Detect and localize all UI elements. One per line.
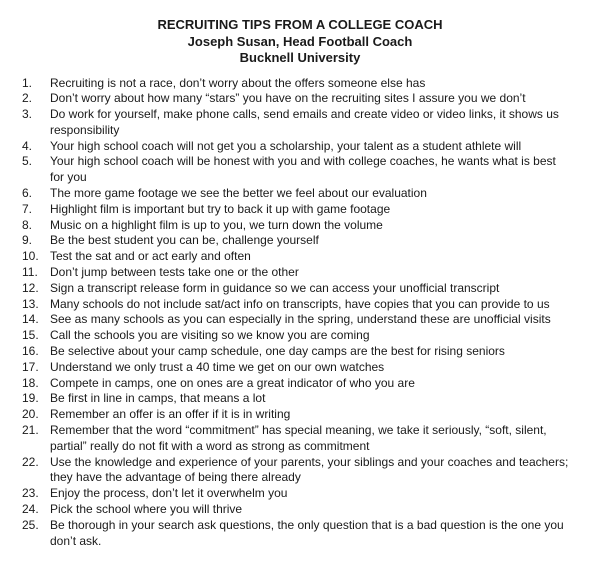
- tip-text: Be the best student you can be, challenge yourself: [50, 233, 319, 248]
- tip-number: 23.: [22, 486, 39, 501]
- tip-text: The more game footage we see the better we feel about our evaluation: [50, 186, 427, 201]
- tip-number: 19.: [22, 391, 39, 406]
- tip-item: [22, 423, 578, 455]
- tip-item: [22, 91, 578, 107]
- document-header: [22, 17, 578, 67]
- tip-text: Music on a highlight film is up to you, we turn down the volume: [50, 217, 383, 232]
- tip-number: 11.: [22, 265, 38, 280]
- tip-item: [22, 376, 578, 392]
- tip-text: Be first in line in camps, that means a lot: [50, 391, 266, 406]
- tip-text: Don’t jump between tests take one or the other: [50, 265, 299, 280]
- tip-text: Enjoy the process, don’t let it overwhelm you: [50, 486, 288, 501]
- tip-number: 1.: [22, 75, 33, 90]
- tip-text: Don’t worry about how many “stars” you have on the recruiting sites I assure you we don’t: [50, 91, 526, 106]
- tip-number: 15.: [22, 328, 39, 343]
- tip-number: 21.: [22, 423, 39, 438]
- tip-text: Be selective about your camp schedule, one day camps are the best for rising seniors: [50, 344, 505, 359]
- tip-number: 13.: [22, 296, 39, 311]
- tip-item: [22, 139, 578, 155]
- tip-text: Be thorough in your search ask questions, the only question that is a bad question is the one you don’t ask.: [50, 517, 564, 548]
- tip-number: 4.: [22, 138, 33, 153]
- tip-number: 16.: [22, 344, 39, 359]
- tip-item: [22, 76, 578, 92]
- tip-item: [22, 202, 578, 218]
- tip-item: [22, 107, 578, 139]
- tip-item: [22, 249, 578, 265]
- tip-number: 9.: [22, 233, 33, 248]
- tip-text: Remember an offer is an offer if it is in writing: [50, 407, 291, 422]
- tip-item: [22, 312, 578, 328]
- tip-number: 5.: [22, 154, 33, 169]
- tip-number: 7.: [22, 201, 33, 216]
- tip-item: [22, 502, 578, 518]
- tips-list: [22, 76, 578, 550]
- tip-number: 12.: [22, 280, 39, 295]
- tip-item: [22, 455, 578, 487]
- document-institution: Bucknell University: [239, 50, 361, 65]
- tip-item: [22, 297, 578, 313]
- document-author: Joseph Susan, Head Football Coach: [187, 33, 413, 49]
- tip-text: See as many schools as you can especially in the spring, understand these are unofficial visits: [50, 312, 551, 327]
- tip-text: Test the sat and or act early and often: [50, 249, 251, 264]
- tip-item: [22, 265, 578, 281]
- tip-item: [22, 391, 578, 407]
- tip-number: 3.: [22, 107, 33, 122]
- tip-text: Compete in camps, one on ones are a great indicator of who you are: [50, 375, 415, 390]
- tip-item: [22, 154, 578, 186]
- tip-number: 8.: [22, 217, 33, 232]
- tip-item: [22, 360, 578, 376]
- tip-number: 10.: [22, 249, 39, 264]
- tip-number: 14.: [22, 312, 39, 327]
- tip-number: 2.: [22, 91, 33, 106]
- tip-text: Sign a transcript release form in guidance so we can access your unofficial transcript: [50, 280, 500, 295]
- tip-text: Pick the school where you will thrive: [50, 502, 243, 517]
- tip-text: Call the schools you are visiting so we know you are coming: [50, 328, 370, 343]
- tip-number: 24.: [22, 502, 39, 517]
- tip-item: [22, 233, 578, 249]
- tip-text: Your high school coach will be honest with you and with college coaches, he wants what is best for you: [50, 154, 556, 185]
- tip-text: Remember that the word “commitment” has special meaning, we take it seriously, “soft, silent, partial” really do not fit with a word as strong as commitment: [50, 423, 547, 453]
- tip-text: Use the knowledge and experience of your parents, your siblings and your coaches and teachers; they have the advantage of being there already: [50, 454, 569, 485]
- tip-item: [22, 407, 578, 423]
- tip-item: [22, 486, 578, 502]
- tip-number: 17.: [22, 359, 39, 374]
- tip-number: 6.: [22, 186, 33, 201]
- tip-number: 20.: [22, 407, 39, 422]
- tip-text: Your high school coach will not get you a scholarship, your talent as a student athlete will: [50, 138, 522, 153]
- tip-number: 25.: [22, 517, 39, 532]
- tip-text: Highlight film is important but try to back it up with game footage: [50, 201, 391, 216]
- tip-text: Many schools do not include sat/act info on transcripts, have copies that you can provide to us: [50, 296, 550, 311]
- tip-text: Understand we only trust a 40 time we get on our own watches: [50, 359, 385, 374]
- tip-item: [22, 344, 578, 360]
- tip-item: [22, 186, 578, 202]
- tip-text: Recruiting is not a race, don’t worry about the offers someone else has: [50, 75, 426, 90]
- tip-item: [22, 328, 578, 344]
- tip-item: [22, 218, 578, 234]
- tip-number: 18.: [22, 375, 39, 390]
- tip-item: [22, 281, 578, 297]
- tip-text: Do work for yourself, make phone calls, send emails and create video or video links, it shows us responsibility: [50, 107, 559, 137]
- tip-item: [22, 518, 578, 550]
- tip-number: 22.: [22, 454, 39, 469]
- document-title: RECRUITING TIPS FROM A COLLEGE COACH: [157, 17, 443, 32]
